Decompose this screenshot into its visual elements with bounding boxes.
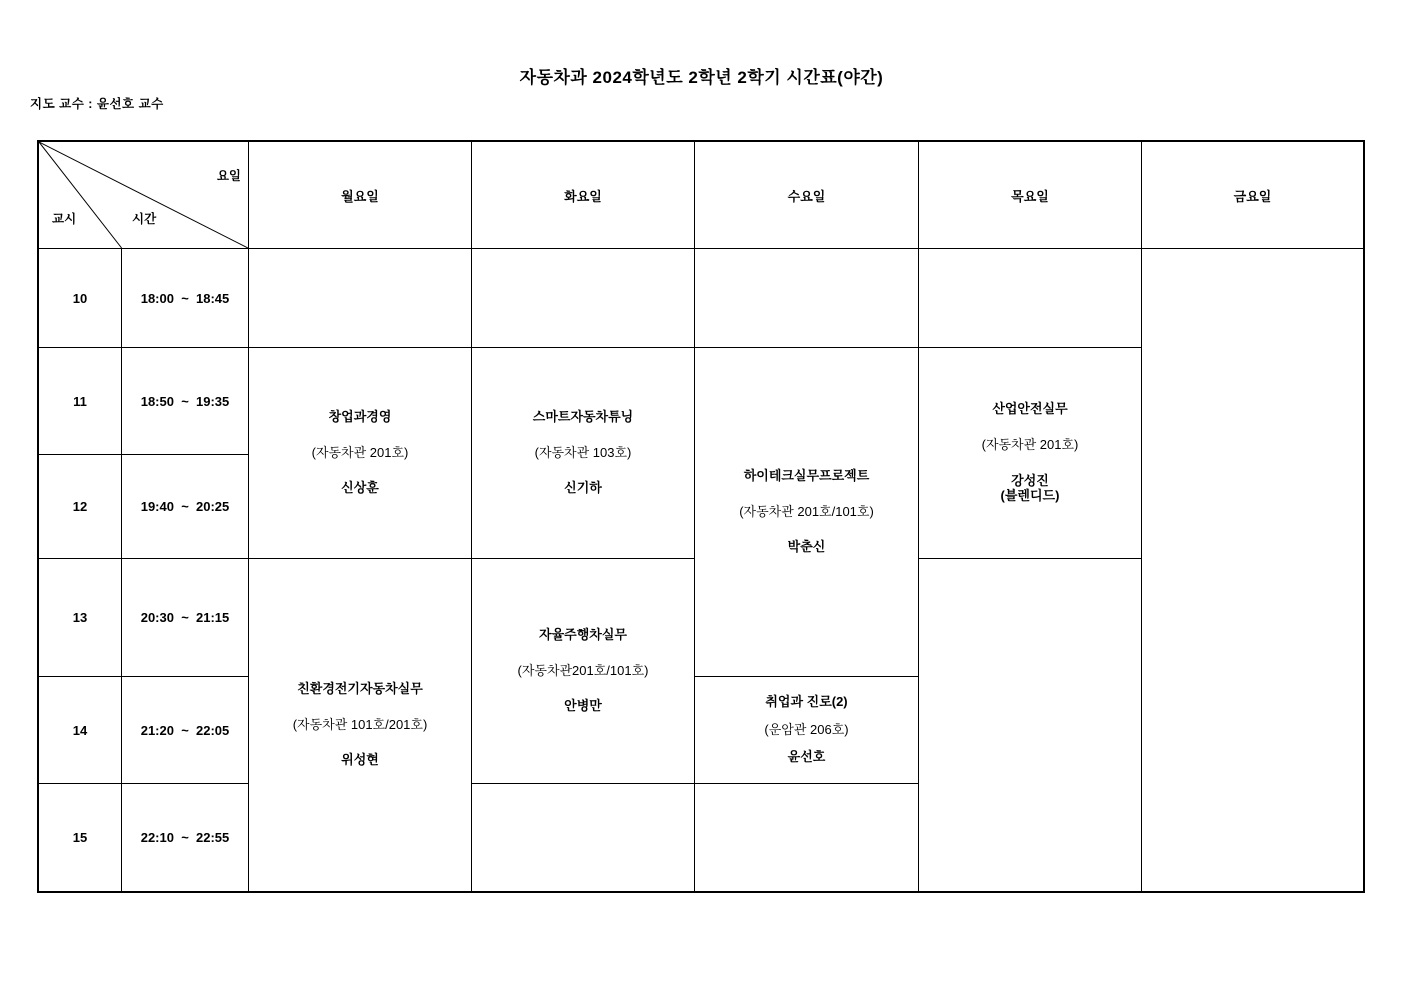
corner-header-cell <box>39 142 249 249</box>
advisor-line: 지도 교수 : 윤선호 교수 <box>30 97 164 111</box>
classroom: (자동차관 103호) <box>534 444 632 460</box>
period-13: 13 <box>39 559 122 677</box>
classroom: (자동차관 201호) <box>311 444 409 460</box>
period-10: 10 <box>39 249 122 348</box>
time-period-11: 18:50 ~ 19:35 <box>122 348 249 455</box>
day-header-monday: 월요일 <box>249 142 472 249</box>
diagonal-lines <box>39 142 248 248</box>
professor: 안병만 <box>564 698 602 714</box>
empty-cell-wed-p10 <box>695 249 919 348</box>
time-period-12: 19:40 ~ 20:25 <box>122 455 249 559</box>
time-period-13: 20:30 ~ 21:15 <box>122 559 249 677</box>
period-12: 12 <box>39 455 122 559</box>
professor: 박춘신 <box>787 539 826 555</box>
classroom: (자동차관201호/101호) <box>517 662 649 678</box>
classroom: (자동차관 201호/101호) <box>739 503 874 519</box>
professor: 윤선호 <box>787 749 826 765</box>
page-title: 자동차과 2024학년도 2학년 2학기 시간표(야간) <box>519 68 884 87</box>
class-cell-mon-entrepreneurship <box>249 348 472 559</box>
classroom: (운암관 206호) <box>764 721 849 737</box>
subject-name: 하이테크실무프로젝트 <box>743 467 870 483</box>
day-header-thursday: 목요일 <box>919 142 1142 249</box>
corner-label-time: 시간 <box>132 212 157 226</box>
corner-label-period: 교시 <box>52 212 77 226</box>
day-header-wednesday: 수요일 <box>695 142 919 249</box>
time-period-10: 18:00 ~ 18:45 <box>122 249 249 348</box>
class-cell-tue-autonomous <box>472 559 695 784</box>
class-cell-tue-smart-tuning <box>472 348 695 559</box>
period-15: 15 <box>39 784 122 891</box>
day-header-friday: 금요일 <box>1142 142 1363 249</box>
subject-name: 창업과경영 <box>328 408 392 424</box>
empty-cell-tue-p10 <box>472 249 695 348</box>
empty-cell-thu-p13-15 <box>919 559 1142 891</box>
subject-name: 자율주행차실무 <box>539 626 627 642</box>
empty-cell-mon-p10 <box>249 249 472 348</box>
class-cell-wed-hightech-project <box>695 348 919 677</box>
subject-name: 산업안전실무 <box>992 401 1068 417</box>
empty-cell-fri <box>1142 249 1363 891</box>
subject-name: 스마트자동차튜닝 <box>532 408 634 424</box>
professor: 신기하 <box>564 480 602 496</box>
professor: 위성현 <box>341 752 379 768</box>
period-14: 14 <box>39 677 122 784</box>
classroom: (자동차관 201호) <box>981 437 1079 453</box>
subject-name: 취업과 진로(2) <box>765 693 848 709</box>
class-cell-wed-career <box>695 677 919 784</box>
professor: 신상훈 <box>341 480 379 496</box>
professor: 강성진 <box>1011 473 1049 488</box>
time-period-15: 22:10 ~ 22:55 <box>122 784 249 891</box>
timetable-grid <box>37 140 1365 893</box>
subject-name: 친환경전기자동차실무 <box>297 680 423 696</box>
classroom: (자동차관 101호/201호) <box>292 716 428 732</box>
empty-cell-thu-p10 <box>919 249 1142 348</box>
day-header-tuesday: 화요일 <box>472 142 695 249</box>
class-cell-thu-industrial-safety <box>919 348 1142 559</box>
class-cell-mon-ev-practice <box>249 559 472 891</box>
empty-cell-tue-p15 <box>472 784 695 891</box>
time-period-14: 21:20 ~ 22:05 <box>122 677 249 784</box>
blended-note: (블렌디드) <box>1000 487 1060 503</box>
empty-cell-wed-p15 <box>695 784 919 891</box>
corner-label-day: 요일 <box>216 169 241 183</box>
period-11: 11 <box>39 348 122 455</box>
